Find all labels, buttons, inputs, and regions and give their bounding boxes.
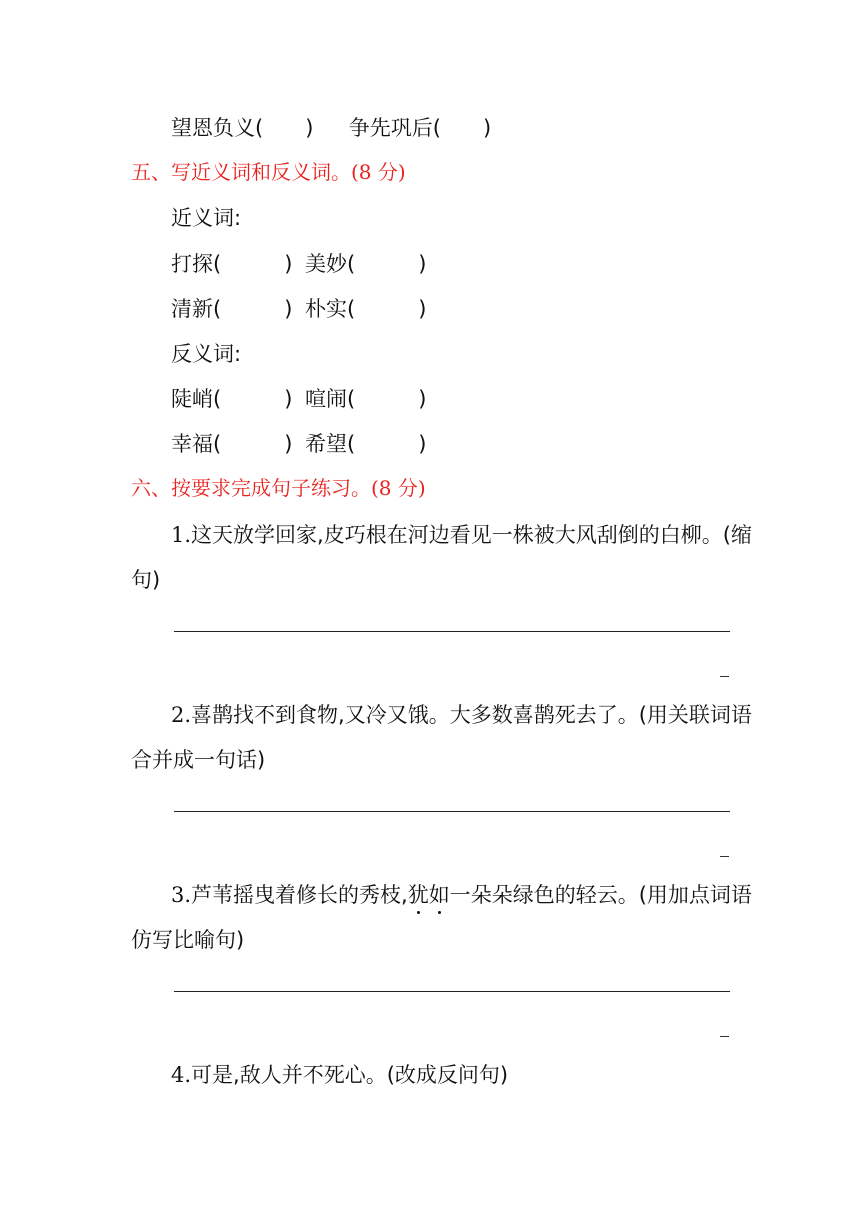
answer-line[interactable] xyxy=(174,811,730,812)
antonym-item: 陡峭( ) xyxy=(171,387,293,411)
antonyms-row-2 xyxy=(171,430,426,458)
question-3-line-1 xyxy=(171,881,752,909)
question-number: 3. xyxy=(171,883,192,907)
synonyms-label: 近义词: xyxy=(171,206,242,230)
question-1-line-1 xyxy=(171,521,752,549)
question-3-line-2: 仿写比喻句) xyxy=(131,928,245,952)
idiom-item-1: 望恩负义( ) xyxy=(171,116,314,140)
section-5-heading: 五、写近义词和反义词。(8 分) xyxy=(131,160,406,184)
answer-line-end xyxy=(720,856,729,857)
synonym-item: 朴实( ) xyxy=(305,297,427,321)
question-2-line-1 xyxy=(171,701,752,729)
question-1-line-2: 句) xyxy=(131,568,161,592)
dotted-character: 如 xyxy=(429,881,450,909)
synonym-item: 美妙( ) xyxy=(305,252,427,276)
question-text: 芦苇摇曳着修长的秀枝, xyxy=(191,883,408,907)
answer-line-end xyxy=(720,1036,729,1037)
antonyms-label: 反义词: xyxy=(171,342,242,366)
question-2-line-2: 合并成一句话) xyxy=(131,748,266,772)
question-4-line-1 xyxy=(171,1061,508,1089)
question-number: 4. xyxy=(171,1063,192,1087)
section-6-heading: 六、按要求完成句子练习。(8 分) xyxy=(131,476,426,500)
question-number: 2. xyxy=(171,703,192,727)
synonym-item: 清新( ) xyxy=(171,297,293,321)
question-number: 1. xyxy=(171,523,192,547)
dotted-character: 犹 xyxy=(408,881,429,909)
question-text: 这天放学回家,皮巧根在河边看见一株被大风刮倒的白柳。(缩 xyxy=(191,523,752,547)
question-text: 可是,敌人并不死心。(改成反问句) xyxy=(191,1063,509,1087)
answer-line[interactable] xyxy=(174,631,730,632)
idioms-row xyxy=(171,114,491,142)
question-text: 一朵朵绿色的轻云。(用加点词语 xyxy=(449,883,752,907)
antonym-item: 希望( ) xyxy=(305,432,427,456)
idiom-item-2: 争先巩后( ) xyxy=(348,116,492,140)
antonyms-row-1 xyxy=(171,385,426,413)
answer-line[interactable] xyxy=(174,991,730,992)
synonym-item: 打探( ) xyxy=(171,252,293,276)
answer-line-end xyxy=(720,676,729,677)
synonyms-row-2 xyxy=(171,295,426,323)
synonyms-row-1 xyxy=(171,250,426,278)
antonym-item: 幸福( ) xyxy=(171,432,293,456)
question-text: 喜鹊找不到食物,又冷又饿。大多数喜鹊死去了。(用关联词语 xyxy=(191,703,752,727)
antonym-item: 喧闹( ) xyxy=(305,387,427,411)
